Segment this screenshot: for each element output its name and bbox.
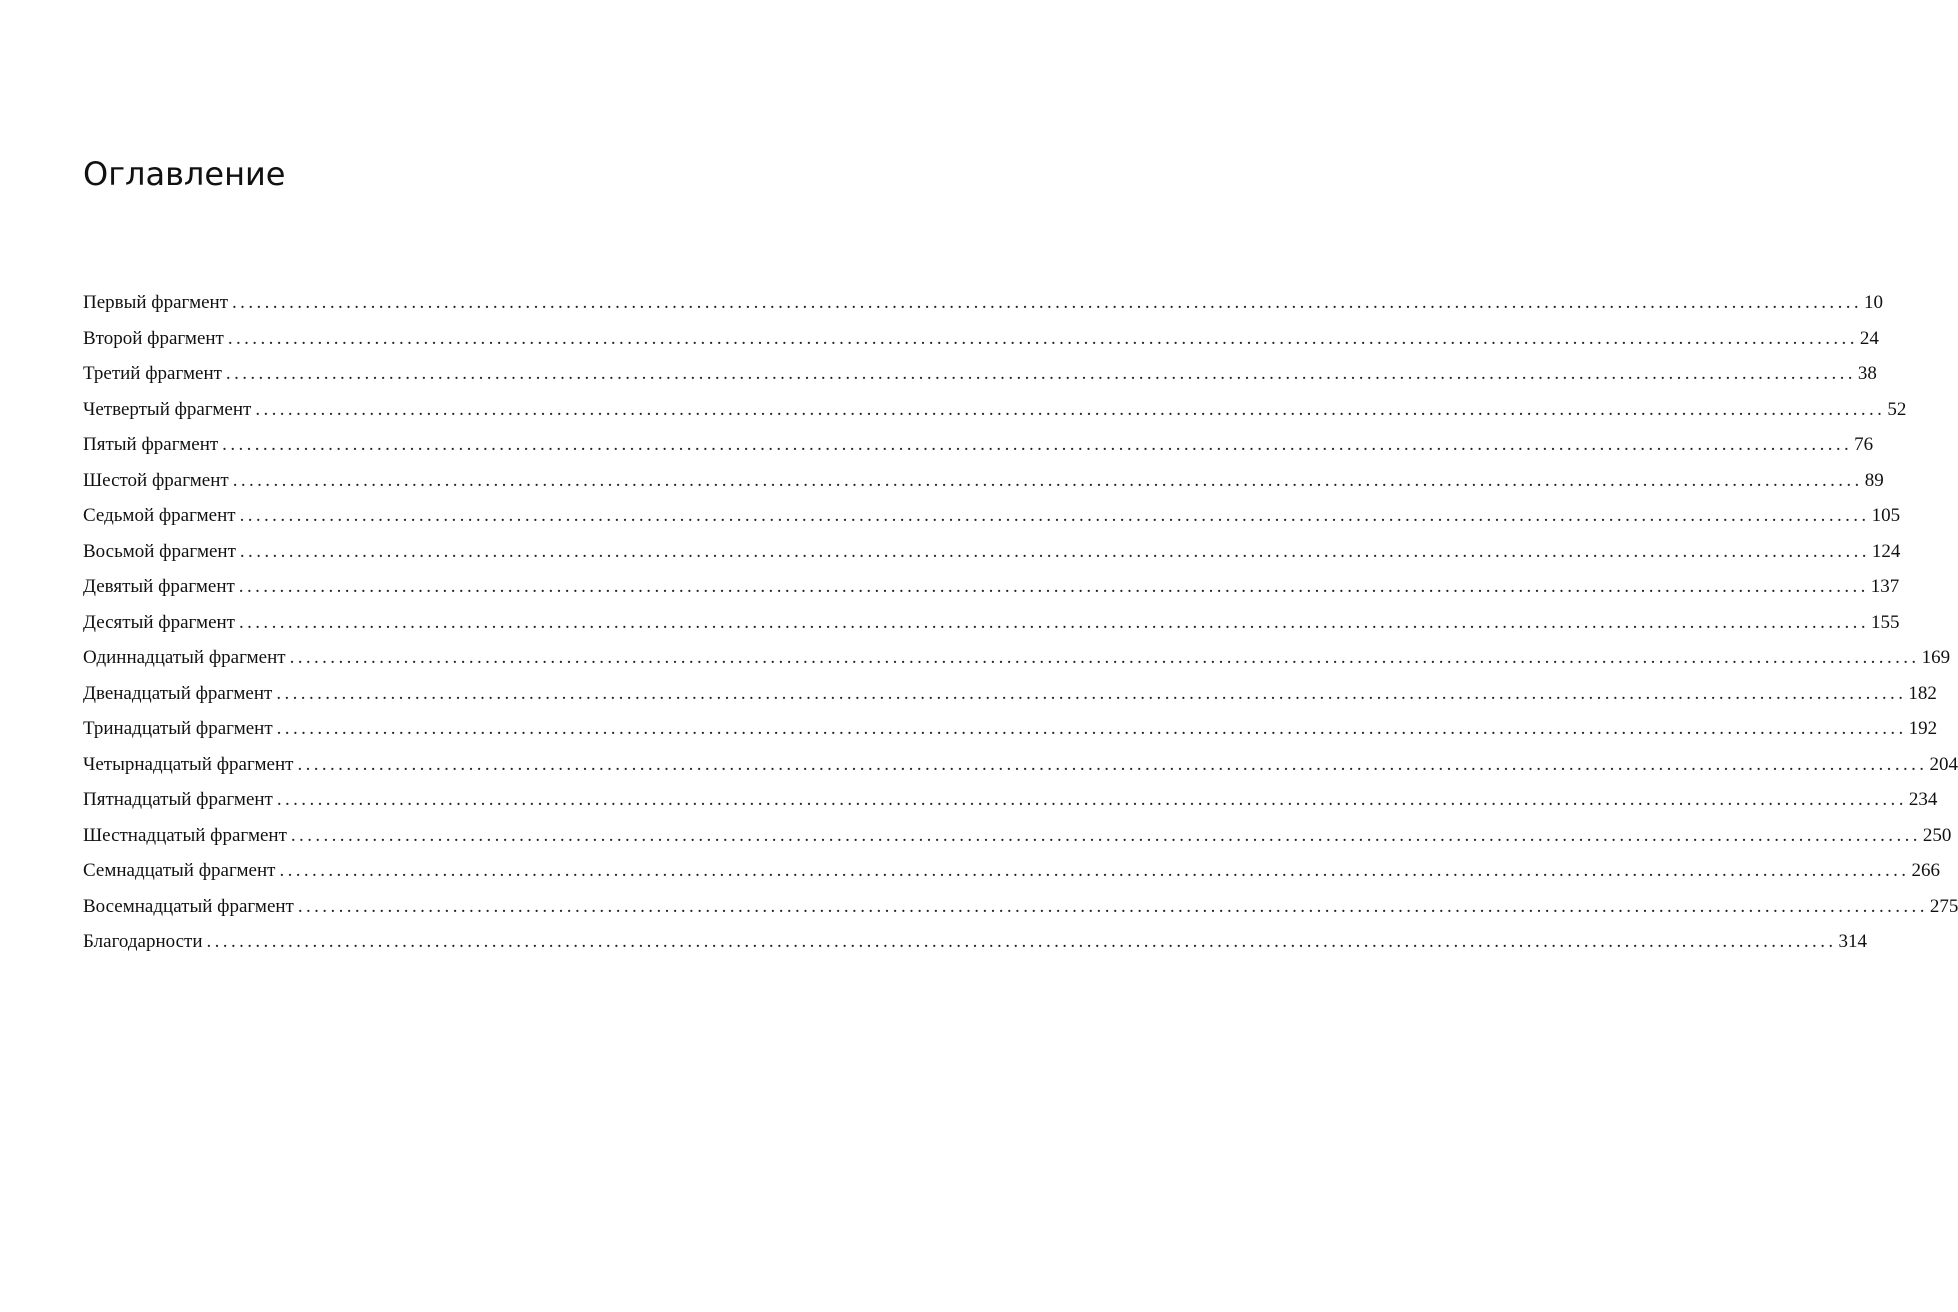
toc-entry-title: Первый фрагмент xyxy=(83,292,229,313)
dot-leader: ........................................................................................................................................................................................................ xyxy=(255,398,1886,420)
toc-entry[interactable] xyxy=(83,569,1900,605)
toc-entry-title: Восьмой фрагмент xyxy=(83,540,236,562)
toc-entry-page-number: 155 xyxy=(1870,611,1900,633)
table-of-contents xyxy=(83,285,1958,960)
dot-leader: ........................................................................................................................................................................................................ xyxy=(276,789,1907,810)
page-title: Оглавление xyxy=(83,155,286,193)
dot-leader: ........................................................................................................................................................................................................ xyxy=(279,860,1910,881)
dot-leader: ........................................................................................................................................................................................................ xyxy=(289,647,1920,668)
toc-entry-page-number: 204 xyxy=(1929,753,1958,775)
toc-entry-title: Седьмой фрагмент xyxy=(83,505,236,526)
toc-entry-page-number: 52 xyxy=(1887,398,1907,420)
toc-entry[interactable] xyxy=(83,427,1874,463)
toc-entry[interactable] xyxy=(83,747,1958,783)
toc-entry-page-number: 192 xyxy=(1908,718,1938,739)
toc-entry-title: Пятый фрагмент xyxy=(83,434,219,455)
toc-entry-title: Благодарности xyxy=(83,931,203,952)
dot-leader: ........................................................................................................................................................................................................ xyxy=(232,292,1863,313)
dot-leader: ........................................................................................................................................................................................................ xyxy=(239,505,1870,526)
toc-entry-title: Восемнадцатый фрагмент xyxy=(83,895,294,917)
toc-entry-title: Шестнадцатый фрагмент xyxy=(83,824,287,846)
toc-entry-title: Третий фрагмент xyxy=(83,363,222,384)
toc-entry[interactable] xyxy=(83,285,1884,321)
toc-entry-title: Второй фрагмент xyxy=(83,327,224,349)
dot-leader: ........................................................................................................................................................................................................ xyxy=(222,434,1853,455)
toc-entry-title: Девятый фрагмент xyxy=(83,576,235,597)
toc-entry-page-number: 137 xyxy=(1870,576,1900,597)
dot-leader: ........................................................................................................................................................................................................ xyxy=(232,469,1863,491)
toc-entry-page-number: 250 xyxy=(1922,824,1952,846)
toc-entry-title: Четырнадцатый фрагмент xyxy=(83,753,294,775)
toc-entry-title: Одиннадцатый фрагмент xyxy=(83,647,286,668)
toc-entry-page-number: 10 xyxy=(1864,292,1884,313)
toc-entry-title: Семнадцатый фрагмент xyxy=(83,860,276,881)
toc-entry-page-number: 266 xyxy=(1911,860,1940,881)
dot-leader: ........................................................................................................................................................................................................ xyxy=(297,895,1928,917)
toc-entry[interactable] xyxy=(83,818,1952,854)
dot-leader: ........................................................................................................................................................................................................ xyxy=(290,824,1921,846)
toc-entry-page-number: 38 xyxy=(1857,363,1877,384)
toc-entry[interactable] xyxy=(83,782,1938,818)
toc-entry-title: Пятнадцатый фрагмент xyxy=(83,789,273,810)
dot-leader: ........................................................................................................................................................................................................ xyxy=(227,327,1858,349)
toc-entry[interactable] xyxy=(83,463,1884,499)
toc-entry[interactable] xyxy=(83,676,1937,712)
toc-entry-title: Десятый фрагмент xyxy=(83,611,235,633)
toc-entry[interactable] xyxy=(83,853,1940,889)
dot-leader: ........................................................................................................................................................................................................ xyxy=(238,611,1869,633)
dot-leader: ........................................................................................................................................................................................................ xyxy=(225,363,1856,384)
toc-entry[interactable] xyxy=(83,711,1938,747)
toc-entry-title: Шестой фрагмент xyxy=(83,469,229,491)
dot-leader: ........................................................................................................................................................................................................ xyxy=(239,540,1870,562)
toc-entry[interactable] xyxy=(83,356,1877,392)
toc-entry-title: Двенадцатый фрагмент xyxy=(83,682,273,704)
toc-entry[interactable] xyxy=(83,640,1951,676)
toc-entry-page-number: 182 xyxy=(1908,682,1937,704)
toc-entry[interactable] xyxy=(83,605,1900,641)
toc-entry-title: Тринадцатый фрагмент xyxy=(83,718,273,739)
toc-entry-page-number: 169 xyxy=(1921,647,1951,668)
toc-entry[interactable] xyxy=(83,498,1901,534)
toc-entry[interactable] xyxy=(83,392,1907,428)
toc-entry-page-number: 76 xyxy=(1854,434,1874,455)
toc-entry[interactable] xyxy=(83,534,1901,570)
toc-entry-page-number: 24 xyxy=(1859,327,1879,349)
toc-entry-page-number: 234 xyxy=(1908,789,1938,810)
toc-entry[interactable] xyxy=(83,321,1879,357)
toc-entry[interactable] xyxy=(83,924,1867,960)
toc-entry-page-number: 314 xyxy=(1838,931,1867,952)
dot-leader: ........................................................................................................................................................................................................ xyxy=(276,718,1907,739)
toc-entry-page-number: 275 xyxy=(1929,895,1958,917)
toc-entry-page-number: 124 xyxy=(1871,540,1901,562)
dot-leader: ........................................................................................................................................................................................................ xyxy=(297,753,1928,775)
dot-leader: ........................................................................................................................................................................................................ xyxy=(238,576,1869,597)
dot-leader: ........................................................................................................................................................................................................ xyxy=(276,682,1907,704)
toc-entry-title: Четвертый фрагмент xyxy=(83,398,252,420)
toc-entry[interactable] xyxy=(83,889,1958,925)
dot-leader: ........................................................................................................................................................................................................ xyxy=(206,931,1837,952)
toc-entry-page-number: 105 xyxy=(1871,505,1901,526)
toc-entry-page-number: 89 xyxy=(1864,469,1884,491)
